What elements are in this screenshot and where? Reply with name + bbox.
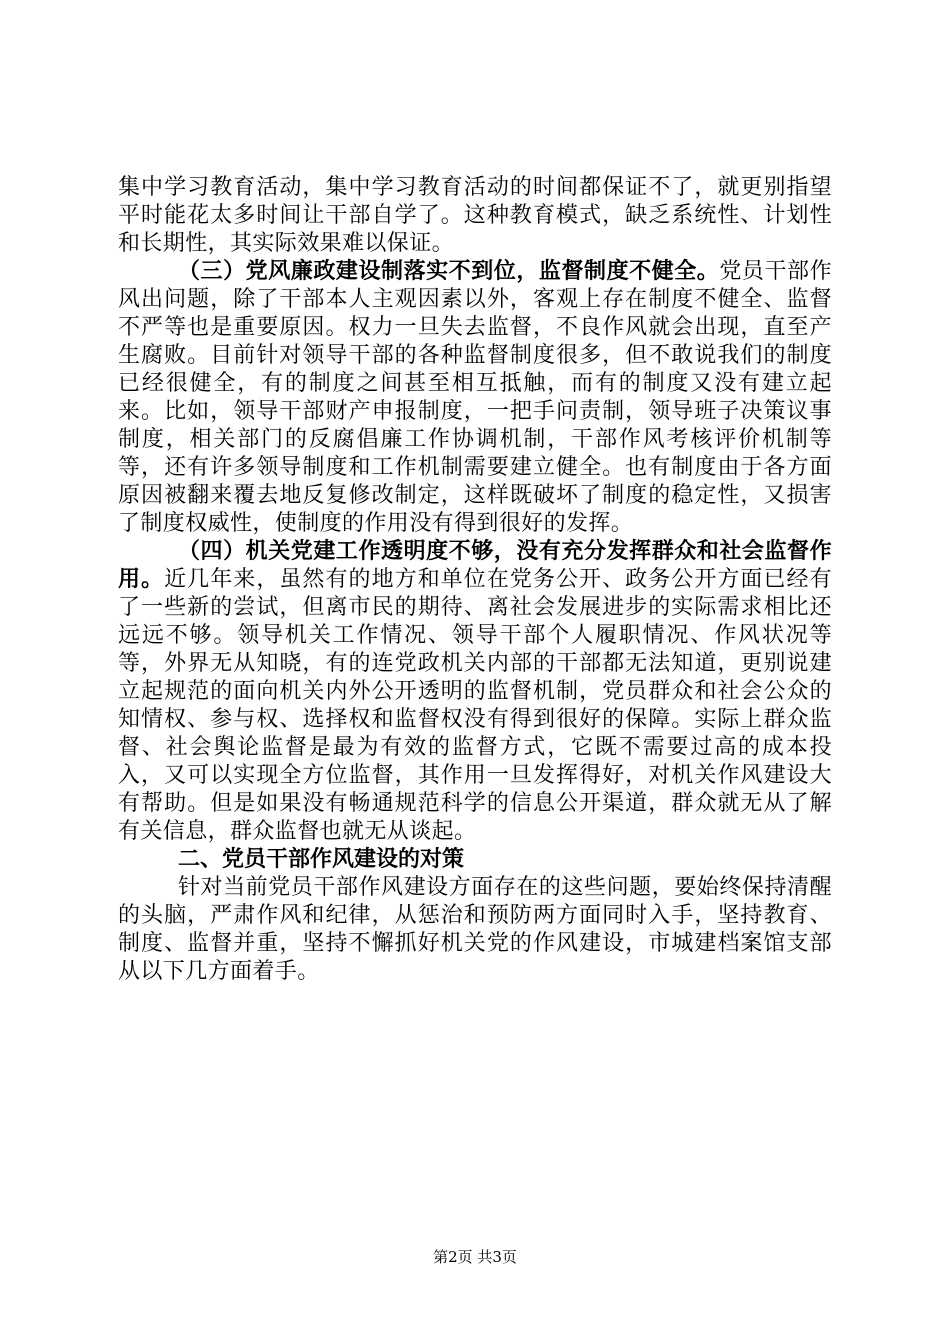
paragraph-continuation: 集中学习教育活动，集中学习教育活动的时间都保证不了，就更别指望平时能花太多时间让干部自学了。这种教育模式，缺乏系统性、计划性和长期性，其实际效果难以保证。 xyxy=(118,175,832,256)
page-number-footer: 第2页 共3页 xyxy=(433,1248,517,1266)
paragraph-countermeasures: 针对当前党员干部作风建设方面存在的这些问题，要始终保持清醒的头脑，严肃作风和纪律，从惩治和预防两方面同时入手，坚持教育、制度、监督并重，坚持不懈抓好机关党的作风建设，市城建档案馆支部从以下几方面着手。 xyxy=(118,875,832,984)
paragraph-section-3 xyxy=(118,258,832,538)
paragraph-body-3: 党员干部作风出问题，除了干部本人主观因素以外，客观上存在制度不健全、监督不严等也是重要原因。权力一旦失去监督，不良作风就会出现，直至产生腐败。目前针对领导干部的各种监督制度很多，但不敢说我们的制度已经很健全，有的制度之间甚至相互抵触，而有的制度又没有建立起来。比如，领导干部财产申报制度，一把手问责制，领导班子决策议事制度，相关部门的反腐倡廉工作协调机制，干部作风考核评价机制等等，还有许多领导制度和工作机制需要建立健全。也有制度由于各方面原因被翻来覆去地反复修改制定，这样既破坏了制度的稳定性，又损害了制度权威性，使制度的作用没有得到很好的发挥。 xyxy=(118,259,832,536)
section-title: 二、党员干部作风建设的对策 xyxy=(178,847,465,872)
paragraph-heading-3: （三）党风廉政建设制落实不到位，监督制度不健全。 xyxy=(178,259,720,284)
paragraph-heading-4: （四）机关党建工作透明度不够，没有充分发挥群众和社会监督作用。 xyxy=(118,539,832,592)
paragraph-body-4: 近几年来，虽然有的地方和单位在党务公开、政务公开方面已经有了一些新的尝试，但离市民的期待、离社会发展进步的实际需求相比还远远不够。领导机关工作情况、领导干部个人履职情况、作风状况等等，外界无从知晓，有的连党政机关内部的干部都无法知道，更别说建立起规范的面向机关内外公开透明的监督机制，党员群众和社会公众的知情权、参与权、选择权和监督权没有得到很好的保障。实际上群众监督、社会舆论监督是最为有效的监督方式，它既不需要过高的成本投入，又可以实现全方位监督，其作用一旦发挥得好，对机关作风建设大有帮助。但是如果没有畅通规范科学的信息公开渠道，群众就无从了解有关信息，群众监督也就无从谈起。 xyxy=(118,567,832,844)
document-body xyxy=(118,174,832,986)
paragraph-section-4 xyxy=(118,538,832,846)
